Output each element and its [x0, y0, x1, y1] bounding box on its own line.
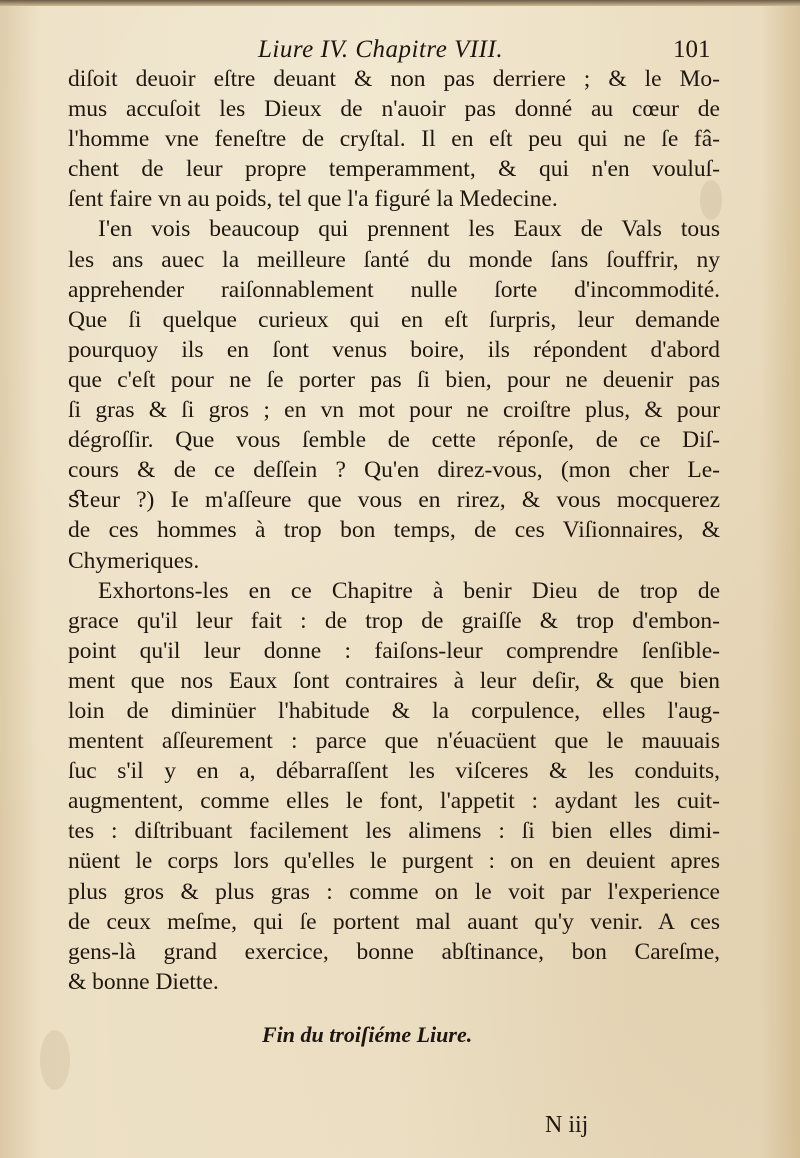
text-line: que c'eſt pour ne ſe porter pas ſi bien, pour ne deuenir pas	[68, 366, 720, 393]
text-line: de ces hommes à trop bon temps, de ces Viſionnaires, &	[68, 517, 720, 544]
text-line: dégroſſir. Que vous ſemble de cette réponſe, de ce Diſ-	[68, 427, 720, 454]
text-line: Que ſi quelque curieux qui en eſt ſurpris, leur demande	[68, 306, 720, 333]
text-line: diſoit deuoir eſtre deuant & non pas derriere ; & le Mo-	[68, 66, 720, 92]
text-line: augmentent, comme elles le font, l'appetit : aydant les cuit-	[68, 788, 720, 815]
text-line: Chymeriques.	[68, 547, 200, 574]
text-line: pourquoy ils en ſont venus boire, ils répondent d'abord	[68, 336, 720, 363]
text-line: tes : diſtribuant facilement les alimens : ſi bien elles dimi-	[68, 818, 720, 845]
text-line: mus accuſoit les Dieux de n'auoir pas donné au cœur de	[68, 96, 720, 123]
page-number: 101	[673, 36, 711, 63]
text-line: point qu'il leur donne : faiſons-leur comprendre ſenſible-	[68, 637, 720, 664]
paragraph	[68, 64, 720, 214]
running-title: Liure IV. Chapitre VIII.	[258, 36, 504, 63]
text-line: chent de leur propre temperamment, & qui n'en vouluſ-	[68, 156, 720, 183]
text-line: mentent aſſeurement : parce que n'éuacüent que le mauuais	[68, 728, 720, 755]
text-line: ﬆeur ?) Ie m'aſſeure que vous en rirez, & vous mocquerez	[68, 487, 720, 514]
text-line: plus gros & plus gras : comme on le voit par l'experience	[68, 878, 720, 905]
text-line: I'en vois beaucoup qui prennent les Eaux de Vals tous	[98, 216, 720, 243]
text-line: ſi gras & ſi gros ; en vn mot pour ne croiſtre plus, & pour	[68, 397, 720, 424]
body-text	[68, 64, 720, 997]
text-line: gens-là grand exercice, bonne abſtinance, bon Careſme,	[68, 938, 720, 965]
text-line: de ceux meſme, qui ſe portent mal auant qu'y venir. A ces	[68, 908, 720, 935]
text-line: nüent le corps lors qu'elles le purgent : on en deuient apres	[68, 848, 720, 875]
text-line: les ans auec la meilleure ſanté du monde ſans ſouffrir, ny	[68, 246, 720, 273]
text-line: ſent faire vn au poids, tel que l'a figuré la Medecine.	[68, 186, 558, 213]
text-line: loin de diminüer l'habitude & la corpulence, elles l'aug-	[68, 697, 720, 724]
text-line: apprehender raiſonnablement nulle ſorte d'incommodité.	[68, 276, 720, 303]
text-line: Exhortons-les en ce Chapitre à benir Dieu de trop de	[98, 577, 720, 604]
paragraph	[68, 576, 720, 997]
page-top-edge	[0, 0, 800, 6]
paragraph	[68, 214, 720, 575]
text-line: ment que nos Eaux ſont contraires à leur deſir, & que bien	[68, 667, 720, 694]
text-line: grace qu'il leur fait : de trop de graiſſe & trop d'embon-	[68, 607, 720, 634]
signature-mark: N iij	[545, 1112, 589, 1138]
text-line: l'homme vne feneſtre de cryſtal. Il en eſt peu qui ne ſe fâ-	[68, 126, 720, 153]
paper-stain	[40, 1030, 70, 1090]
text-line: ſuc s'il y en a, débarraſſent les viſceres & les conduits,	[68, 758, 720, 785]
end-of-book-title: Fin du troiſiéme Liure.	[262, 1022, 473, 1047]
text-line: cours & de ce deſſein ? Qu'en direz-vous, (mon cher Le-	[68, 457, 720, 484]
text-line: & bonne Diette.	[68, 968, 219, 995]
